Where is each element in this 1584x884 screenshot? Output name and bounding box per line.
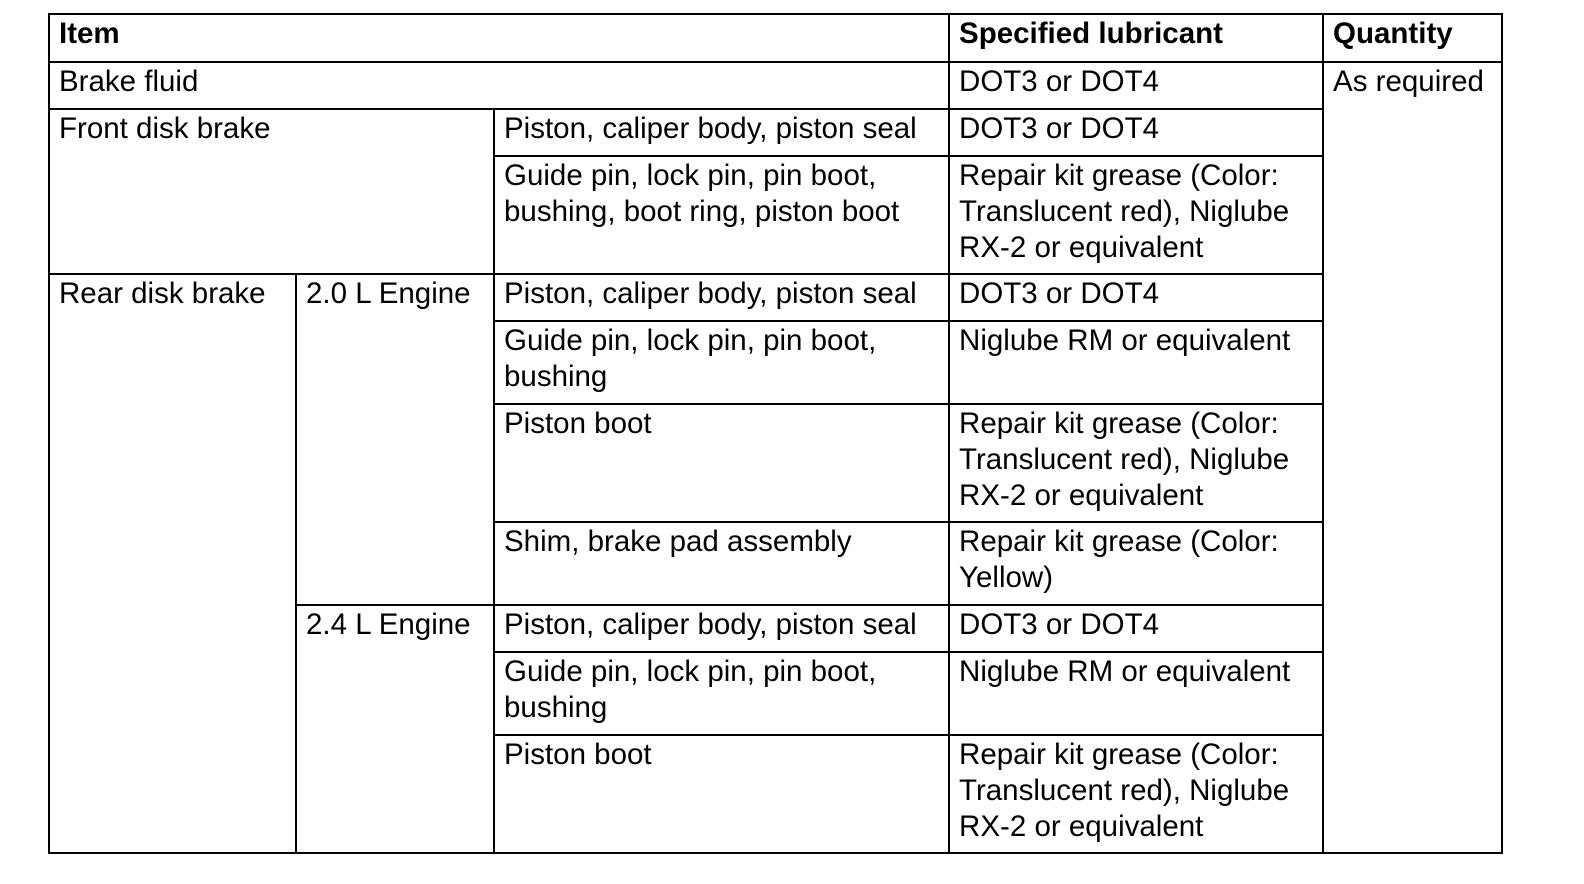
lubricant-line: Repair kit grease (Color: [959,525,1279,558]
lubricant-cell [949,735,1323,853]
lubricant-line: RX-2 or equivalent [959,479,1204,512]
part-line: Piston boot [504,738,652,771]
engine-label-2-0: 2.0 L Engine [296,274,494,605]
lubricant-line: Translucent red), Niglube [959,774,1290,807]
part-cell [494,404,949,522]
lubricant-cell [949,321,1323,404]
lubricant-line: RX-2 or equivalent [959,810,1204,843]
lubricant-cell [949,605,1323,652]
header-quantity: Quantity [1323,14,1502,62]
lubricant-cell [949,522,1323,605]
part-cell [494,605,949,652]
part-cell [494,652,949,735]
part-line: Guide pin, lock pin, pin boot, [504,159,877,192]
table-row-brake-fluid [49,62,1502,109]
part-line: bushing [504,691,608,724]
lubricant-cell [949,274,1323,321]
front-disk-brake-label: Front disk brake [49,109,494,274]
header-row [49,14,1502,62]
part-line: Piston, caliper body, piston seal [504,112,917,145]
lubricant-line: Niglube RM or equivalent [959,655,1291,688]
lubricant-line: Repair kit grease (Color: [959,407,1279,440]
lubricant-line: Yellow) [959,561,1054,594]
lubricant-line: RX-2 or equivalent [959,231,1204,264]
table-row [49,109,1502,156]
part-cell [494,274,949,321]
part-line: Guide pin, lock pin, pin boot, [504,324,877,357]
part-line: bushing [504,360,608,393]
lubricant-cell [949,109,1323,156]
lubricant-cell [949,404,1323,522]
lubricant-line: DOT3 or DOT4 [959,608,1160,641]
part-cell [494,735,949,853]
table-row [49,274,1502,321]
lubricant-line: DOT3 or DOT4 [959,277,1160,310]
lubricant-line: DOT3 or DOT4 [959,112,1160,145]
lubricant-line: Translucent red), Niglube [959,443,1290,476]
lubricant-spec-table [48,13,1503,854]
lubricant-line: Repair kit grease (Color: [959,738,1279,771]
part-cell [494,109,949,156]
header-lubricant: Specified lubricant [949,14,1323,62]
part-line: Piston, caliper body, piston seal [504,277,917,310]
lubricant-cell [949,652,1323,735]
rear-disk-brake-label: Rear disk brake [49,274,296,853]
lubricant-line: Niglube RM or equivalent [959,324,1291,357]
part-line: Piston, caliper body, piston seal [504,608,917,641]
part-cell [494,321,949,404]
part-cell [494,522,949,605]
lubricant-cell [949,156,1323,274]
part-cell [494,156,949,274]
part-line: Guide pin, lock pin, pin boot, [504,655,877,688]
lubricant-line: Translucent red), Niglube [959,195,1290,228]
brake-fluid-item: Brake fluid [49,62,949,109]
lubricant-line: Repair kit grease (Color: [959,159,1279,192]
engine-label-2-4: 2.4 L Engine [296,605,494,853]
part-line: Shim, brake pad assembly [504,525,852,558]
part-line: Piston boot [504,407,652,440]
header-item: Item [49,14,949,62]
part-line: bushing, boot ring, piston boot [504,195,900,228]
quantity-cell: As required [1323,62,1502,853]
brake-fluid-lubricant: DOT3 or DOT4 [949,62,1323,109]
